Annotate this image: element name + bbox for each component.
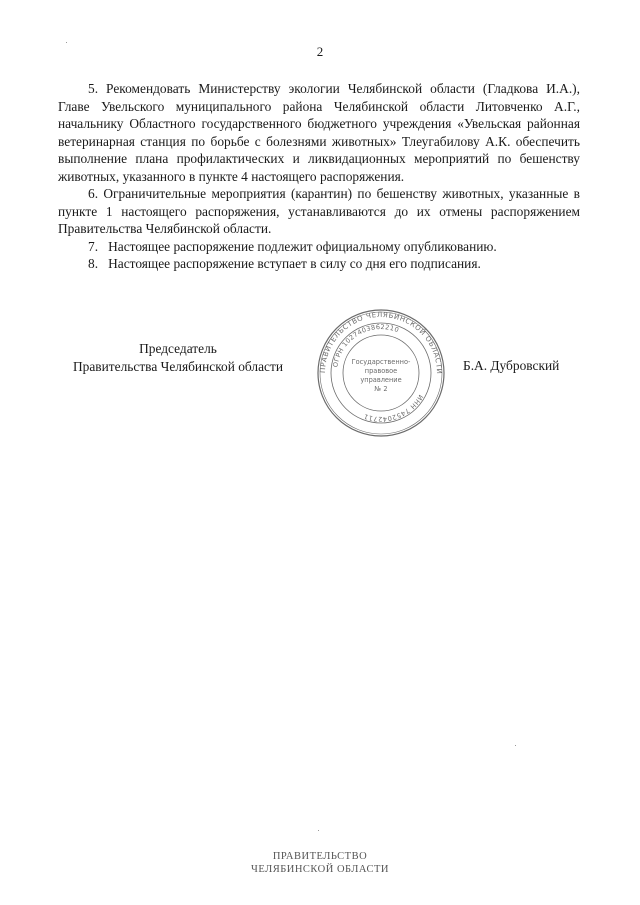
official-seal-stamp xyxy=(316,308,446,438)
seal-inn-text: ИНН 7452042711 xyxy=(362,393,425,424)
paragraph-5: 5. Рекомендовать Министерству экологии Челябинской области (Гладкова И.А.), Главе Увельского муниципального района Челябинской области Литовченко А.Г., начальнику Областного государственного бюджетного учреждения «Увельская районная ветеринарная станция по борьбе с болезнями животных» Тлеугабилову А.К. обеспечить выполнение плана профилактических и ликвидационных мероприятий по бешенству животных, указанного в пункте 4 настоящего распоряжения. xyxy=(58,81,580,184)
seal-center-line-3: управление xyxy=(360,376,402,384)
paragraph-8: 8. Настоящее распоряжение вступает в силу со дня его подписания. xyxy=(88,256,481,271)
footer-line-1: ПРАВИТЕЛЬСТВО xyxy=(272,851,368,862)
seal-outer-text: ПРАВИТЕЛЬСТВО ЧЕЛЯБИНСКОЙ ОБЛАСТИ xyxy=(318,310,444,375)
document-body xyxy=(58,80,580,273)
page-number: 2 xyxy=(316,44,324,59)
scan-speck xyxy=(66,42,67,43)
page-footer-watermark xyxy=(0,850,640,876)
position-line-2: Правительства Челябинской области xyxy=(73,358,283,374)
seal-ogrn-text: ОГРН 1027403862210 xyxy=(331,322,401,368)
seal-center-line-2: правовое xyxy=(364,367,398,375)
footer-line-2: ЧЕЛЯБИНСКОЙ ОБЛАСТИ xyxy=(251,864,389,875)
scan-speck xyxy=(515,745,516,746)
paragraph-6: 6. Ограничительные мероприятия (карантин) по бешенству животных, указанные в пункте 1 настоящего распоряжения, устанавливаются до их отмены распоряжением Правительства Челябинской области. xyxy=(58,186,580,236)
seal-center-line-1: Государственно- xyxy=(351,358,411,366)
signatory-position xyxy=(58,340,298,375)
position-line-1: Председатель xyxy=(139,341,217,356)
signatory-name: Б.А. Дубровский xyxy=(463,358,560,373)
svg-text:ИНН 7452042711 xyxy=(363,393,425,423)
paragraph-7: 7. Настоящее распоряжение подлежит официальному опубликованию. xyxy=(88,238,497,254)
seal-center-line-4: № 2 xyxy=(374,385,388,393)
scan-speck xyxy=(318,830,319,831)
